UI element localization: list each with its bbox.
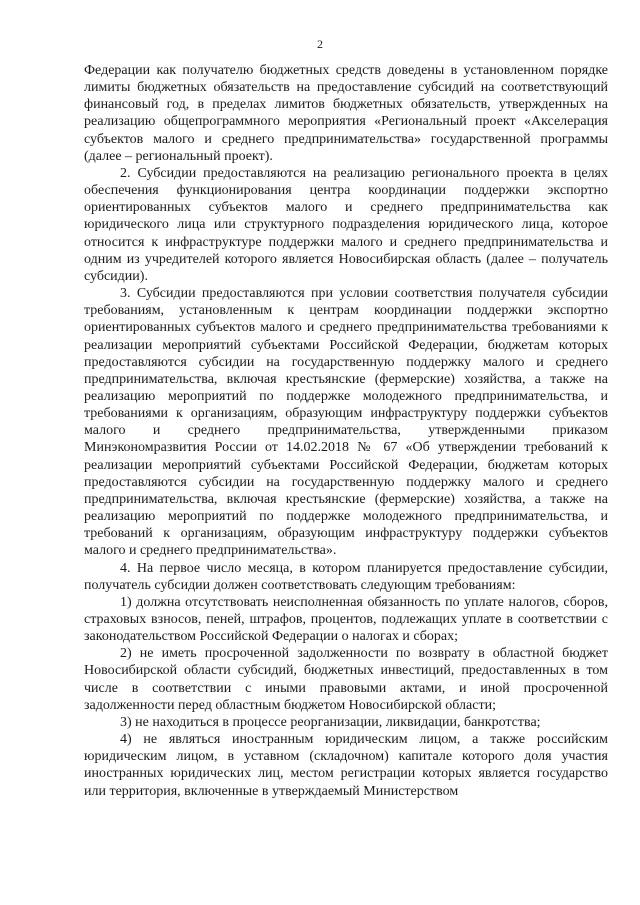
paragraph-clause-4: 4. На первое число месяца, в котором планируется предоставление субсидии, получатель субсидии должен соответствовать следующим требованиям:: [84, 560, 608, 593]
list-item-requirement-4: 4) не являться иностранным юридическим лицом, а также российским юридическим лицом, в уставном (складочном) капитале которого доля участия иностранных юридических лиц, местом регистрации которых является государство или территория, включенные в утверждаемый Министерством: [84, 732, 608, 799]
page-number: 2: [317, 37, 323, 51]
paragraph-clause-3: 3. Субсидии предоставляются при условии соответствия получателя субсидии требованиям, установленным к центрам координации поддержки экспортно ориентированных субъектов малого и среднего предпринимательства требованиями к реализации мероприятий субъектами Российской Федерации, бюджетам которых предоставляются субсидии на государственную поддержку малого и среднего предпринимательства, включая крестьянские (фермерские) хозяйства, а также на реализацию мероприятий по поддержке молодежного предпринимательства, и требованиями к организациям, образующим инфраструктуру поддержки субъектов малого и среднего предпринимательства, утвержденными приказом Минэкономразвития России от 14.02.2018 № 67 «Об утверждении требований к реализации мероприятий субъектами Российской Федерации, бюджетам которых предоставляются субсидии на государственную поддержку малого и среднего предпринимательства, включая крестьянские (фермерские) хозяйства, а также на реализацию мероприятий по поддержке молодежного предпринимательства, и требований к организациям, образующим инфраструктуру поддержки субъектов малого и среднего предпринимательства».: [84, 286, 608, 559]
paragraph-clause-2: 2. Субсидии предоставляются на реализацию регионального проекта в целях обеспечения функционирования центра координации поддержки экспортно ориентированных субъектов малого и среднего предпринимательства как юридического лица или структурного подразделения юридического лица, которое относится к инфраструктуре поддержки малого и среднего предпринимательства и одним из учредителей которого является Новосибирская область (далее – получатель субсидии).: [84, 165, 608, 284]
list-item-requirement-2: 2) не иметь просроченной задолженности по возврату в областной бюджет Новосибирской области субсидий, бюджетных инвестиций, предоставленных в том числе в соответствии с иными правовыми актами, и иной просроченной задолженности перед областным бюджетом Новосибирской области;: [84, 646, 608, 713]
list-item-requirement-3: 3) не находиться в процессе реорганизации, ликвидации, банкротства;: [120, 714, 541, 730]
list-item-requirement-1: 1) должна отсутствовать неисполненная обязанность по уплате налогов, сборов, страховых взносов, пеней, штрафов, процентов, подлежащих уплате в соответствии с законодательством Российской Федерации о налогах и сборах;: [84, 594, 608, 645]
paragraph-continuation: Федерации как получателю бюджетных средств доведены в установленном порядке лимиты бюджетных обязательств на предоставление субсидий на соответствующий финансовый год, в пределах лимитов бюджетных обязательств, утвержденных на реализацию общепрограммного мероприятия «Региональный проект «Акселерация субъектов малого и среднего предпринимательства» государственной программы (далее – региональный проект).: [84, 63, 608, 164]
document-body: [84, 62, 608, 800]
